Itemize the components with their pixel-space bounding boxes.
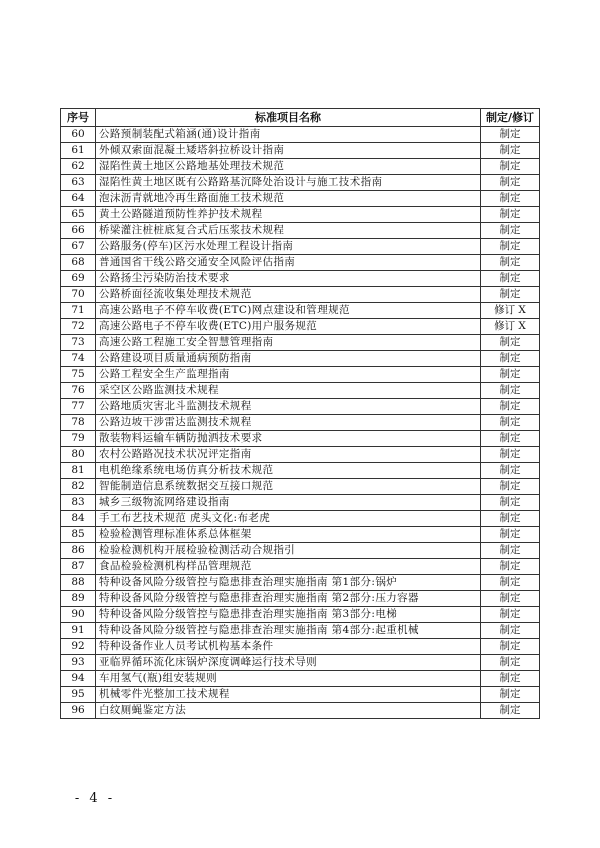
row-number: 94 xyxy=(61,671,96,687)
revision-type: 制定 xyxy=(481,431,540,447)
standard-name: 公路地质灾害北斗监测技术规程 xyxy=(96,399,481,415)
table-row xyxy=(61,543,540,559)
standard-name: 湿陷性黄土地区既有公路路基沉降处治设计与施工技术指南 xyxy=(96,175,481,191)
row-number: 68 xyxy=(61,255,96,271)
table-row xyxy=(61,591,540,607)
standard-name: 食品检验检测机构样品管理规范 xyxy=(96,559,481,575)
revision-type: 制定 xyxy=(481,207,540,223)
row-number: 72 xyxy=(61,319,96,335)
standard-name: 公路服务(停车)区污水处理工程设计指南 xyxy=(96,239,481,255)
standard-name: 特种设备风险分级管控与隐患排查治理实施指南 第2部分:压力容器 xyxy=(96,591,481,607)
revision-type: 制定 xyxy=(481,591,540,607)
table-row xyxy=(61,623,540,639)
table-header-row xyxy=(61,109,540,127)
revision-type: 制定 xyxy=(481,559,540,575)
standard-name: 普通国省干线公路交通安全风险评估指南 xyxy=(96,255,481,271)
table-row xyxy=(61,639,540,655)
standard-name: 采空区公路监测技术规程 xyxy=(96,383,481,399)
standard-name: 公路工程安全生产监理指南 xyxy=(96,367,481,383)
standard-name: 车用氢气(瓶)组安装规则 xyxy=(96,671,481,687)
revision-type: 制定 xyxy=(481,511,540,527)
revision-type: 制定 xyxy=(481,575,540,591)
standard-name: 特种设备作业人员考试机构基本条件 xyxy=(96,639,481,655)
revision-type: 制定 xyxy=(481,351,540,367)
table-row xyxy=(61,431,540,447)
table-row xyxy=(61,399,540,415)
standard-name: 机械零件光整加工技术规程 xyxy=(96,687,481,703)
standard-name: 黄土公路隧道预防性养护技术规程 xyxy=(96,207,481,223)
standard-name: 检验检测机构开展检验检测活动合规指引 xyxy=(96,543,481,559)
row-number: 74 xyxy=(61,351,96,367)
table-row xyxy=(61,575,540,591)
table-row xyxy=(61,367,540,383)
standard-name: 公路扬尘污染防治技术要求 xyxy=(96,271,481,287)
page-number: - 4 - xyxy=(74,791,116,806)
row-number: 60 xyxy=(61,127,96,143)
table-row xyxy=(61,175,540,191)
revision-type: 制定 xyxy=(481,239,540,255)
table-row xyxy=(61,143,540,159)
revision-type: 制定 xyxy=(481,159,540,175)
revision-type: 制定 xyxy=(481,655,540,671)
table-row xyxy=(61,335,540,351)
row-number: 76 xyxy=(61,383,96,399)
table-row xyxy=(61,351,540,367)
standard-name: 白纹厕蝇鉴定方法 xyxy=(96,703,481,719)
row-number: 92 xyxy=(61,639,96,655)
row-number: 85 xyxy=(61,527,96,543)
row-number: 95 xyxy=(61,687,96,703)
standard-name: 公路边坡干涉雷达监测技术规程 xyxy=(96,415,481,431)
table-row xyxy=(61,607,540,623)
table-row xyxy=(61,671,540,687)
row-number: 66 xyxy=(61,223,96,239)
revision-type: 修订 X xyxy=(481,319,540,335)
row-number: 81 xyxy=(61,463,96,479)
standard-name: 公路建设项目质量通病预防指南 xyxy=(96,351,481,367)
standard-name: 城乡三级物流网络建设指南 xyxy=(96,495,481,511)
row-number: 70 xyxy=(61,287,96,303)
standard-name: 高速公路电子不停车收费(ETC)用户服务规范 xyxy=(96,319,481,335)
revision-type: 制定 xyxy=(481,687,540,703)
header-name: 标准项目名称 xyxy=(96,109,481,127)
revision-type: 制定 xyxy=(481,479,540,495)
standard-name: 公路预制装配式箱涵(通)设计指南 xyxy=(96,127,481,143)
table-row xyxy=(61,703,540,719)
revision-type: 制定 xyxy=(481,639,540,655)
revision-type: 制定 xyxy=(481,527,540,543)
standard-name: 电机绝缘系统电场仿真分析技术规范 xyxy=(96,463,481,479)
revision-type: 制定 xyxy=(481,175,540,191)
standard-name: 手工布艺技术规范 虎头文化:布老虎 xyxy=(96,511,481,527)
table-row xyxy=(61,271,540,287)
row-number: 69 xyxy=(61,271,96,287)
table-row xyxy=(61,655,540,671)
standard-name: 特种设备风险分级管控与隐患排查治理实施指南 第4部分:起重机械 xyxy=(96,623,481,639)
row-number: 65 xyxy=(61,207,96,223)
row-number: 73 xyxy=(61,335,96,351)
row-number: 67 xyxy=(61,239,96,255)
revision-type: 制定 xyxy=(481,703,540,719)
table-row xyxy=(61,255,540,271)
standard-name: 高速公路电子不停车收费(ETC)网点建设和管理规范 xyxy=(96,303,481,319)
revision-type: 制定 xyxy=(481,543,540,559)
row-number: 87 xyxy=(61,559,96,575)
row-number: 84 xyxy=(61,511,96,527)
table-row xyxy=(61,511,540,527)
revision-type: 制定 xyxy=(481,463,540,479)
standard-name: 散装物料运输车辆防抛洒技术要求 xyxy=(96,431,481,447)
standard-name: 亚临界循环流化床锅炉深度调峰运行技术导则 xyxy=(96,655,481,671)
revision-type: 制定 xyxy=(481,223,540,239)
row-number: 82 xyxy=(61,479,96,495)
row-number: 79 xyxy=(61,431,96,447)
revision-type: 修订 X xyxy=(481,303,540,319)
table-row xyxy=(61,687,540,703)
standard-name: 泡沫沥青就地冷再生路面施工技术规范 xyxy=(96,191,481,207)
row-number: 63 xyxy=(61,175,96,191)
row-number: 83 xyxy=(61,495,96,511)
row-number: 88 xyxy=(61,575,96,591)
table-row xyxy=(61,207,540,223)
standard-name: 检验检测管理标准体系总体框架 xyxy=(96,527,481,543)
revision-type: 制定 xyxy=(481,623,540,639)
table-row xyxy=(61,447,540,463)
standard-name: 智能制造信息系统数据交互接口规范 xyxy=(96,479,481,495)
revision-type: 制定 xyxy=(481,335,540,351)
revision-type: 制定 xyxy=(481,607,540,623)
revision-type: 制定 xyxy=(481,671,540,687)
header-type: 制定/修订 xyxy=(481,109,540,127)
standard-name: 湿陷性黄土地区公路地基处理技术规范 xyxy=(96,159,481,175)
revision-type: 制定 xyxy=(481,383,540,399)
row-number: 71 xyxy=(61,303,96,319)
row-number: 86 xyxy=(61,543,96,559)
table-row xyxy=(61,239,540,255)
row-number: 64 xyxy=(61,191,96,207)
row-number: 80 xyxy=(61,447,96,463)
row-number: 77 xyxy=(61,399,96,415)
table-row xyxy=(61,463,540,479)
standards-table xyxy=(60,108,540,719)
revision-type: 制定 xyxy=(481,127,540,143)
revision-type: 制定 xyxy=(481,191,540,207)
row-number: 91 xyxy=(61,623,96,639)
standard-name: 农村公路路况技术状况评定指南 xyxy=(96,447,481,463)
revision-type: 制定 xyxy=(481,415,540,431)
table-row xyxy=(61,527,540,543)
standard-name: 特种设备风险分级管控与隐患排查治理实施指南 第3部分:电梯 xyxy=(96,607,481,623)
revision-type: 制定 xyxy=(481,271,540,287)
table-row xyxy=(61,415,540,431)
revision-type: 制定 xyxy=(481,255,540,271)
table-row xyxy=(61,223,540,239)
standard-name: 公路桥面径流收集处理技术规范 xyxy=(96,287,481,303)
table-row xyxy=(61,495,540,511)
row-number: 61 xyxy=(61,143,96,159)
table-row xyxy=(61,383,540,399)
revision-type: 制定 xyxy=(481,367,540,383)
revision-type: 制定 xyxy=(481,143,540,159)
row-number: 96 xyxy=(61,703,96,719)
table-row xyxy=(61,559,540,575)
table-body xyxy=(61,127,540,719)
standard-name: 高速公路工程施工安全智慧管理指南 xyxy=(96,335,481,351)
table-row xyxy=(61,191,540,207)
row-number: 62 xyxy=(61,159,96,175)
row-number: 93 xyxy=(61,655,96,671)
standard-name: 外倾双索面混凝土矮塔斜拉桥设计指南 xyxy=(96,143,481,159)
table-row xyxy=(61,159,540,175)
table-row xyxy=(61,319,540,335)
row-number: 78 xyxy=(61,415,96,431)
row-number: 90 xyxy=(61,607,96,623)
standard-name: 桥梁灌注桩桩底复合式后压浆技术规程 xyxy=(96,223,481,239)
row-number: 89 xyxy=(61,591,96,607)
row-number: 75 xyxy=(61,367,96,383)
revision-type: 制定 xyxy=(481,399,540,415)
table-row xyxy=(61,479,540,495)
header-no: 序号 xyxy=(61,109,96,127)
revision-type: 制定 xyxy=(481,447,540,463)
table-row xyxy=(61,287,540,303)
table-row xyxy=(61,127,540,143)
revision-type: 制定 xyxy=(481,287,540,303)
table-row xyxy=(61,303,540,319)
revision-type: 制定 xyxy=(481,495,540,511)
standard-name: 特种设备风险分级管控与隐患排查治理实施指南 第1部分:锅炉 xyxy=(96,575,481,591)
